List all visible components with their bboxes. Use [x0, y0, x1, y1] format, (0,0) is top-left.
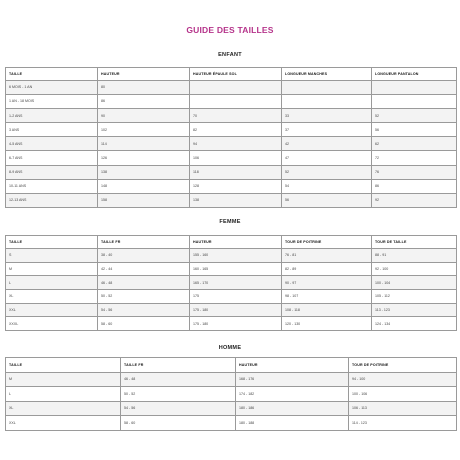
table-cell: 138: [98, 165, 190, 179]
table-cell: 46 - 48: [121, 372, 236, 387]
column-header: TAILLE FR: [121, 358, 236, 373]
table-cell: 82: [190, 123, 282, 137]
table-cell: 128: [190, 179, 282, 193]
table-cell: 108 - 118: [282, 303, 372, 317]
table-cell: 174 - 182: [236, 387, 349, 402]
column-header: HAUTEUR: [236, 358, 349, 373]
table-row: [6, 276, 457, 290]
table-cell: 50 - 52: [98, 289, 190, 303]
table-cell: 114: [98, 137, 190, 151]
table-cell: 76 - 81: [282, 248, 372, 262]
table-cell: 12-13 ANS: [6, 193, 98, 207]
table-row: [6, 303, 457, 317]
table-cell: 33: [282, 108, 372, 122]
column-header: HAUTEUR ÉPAULE SOL: [190, 68, 282, 81]
table-cell: 6-7 ANS: [6, 151, 98, 165]
table-cell: 1 AN - 18 MOIS: [6, 94, 98, 108]
table-cell: 124 - 134: [372, 317, 457, 331]
table-cell: 72: [372, 151, 457, 165]
table-cell: 52: [282, 165, 372, 179]
column-header: TAILLE: [6, 68, 98, 81]
table-row: [6, 193, 457, 207]
table-row: [6, 123, 457, 137]
table-cell: 120 - 130: [282, 317, 372, 331]
table-cell: 148: [98, 179, 190, 193]
table-cell: 6 MOIS - 1 AN: [6, 80, 98, 94]
table-cell: 98 - 107: [282, 289, 372, 303]
table-cell: 86: [98, 94, 190, 108]
table-row: [6, 80, 457, 94]
table-cell: 118: [190, 165, 282, 179]
table-cell: M: [6, 262, 98, 276]
column-header: HAUTEUR: [98, 68, 190, 81]
table-cell: 42: [282, 137, 372, 151]
table-cell: [282, 94, 372, 108]
table-row: [6, 248, 457, 262]
table-cell: 76: [372, 165, 457, 179]
table-cell: 10-11 ANS: [6, 179, 98, 193]
table-cell: 94 - 100: [349, 372, 457, 387]
table-cell: XL: [6, 289, 98, 303]
table-cell: 94: [190, 137, 282, 151]
table-header-row: [6, 236, 457, 249]
size-table-homme: [5, 357, 457, 431]
table-cell: 62: [372, 137, 457, 151]
section-title-femme: FEMME: [219, 219, 241, 225]
table-cell: 1-2 ANS: [6, 108, 98, 122]
section-title-enfant: ENFANT: [218, 52, 242, 58]
table-cell: 126: [98, 151, 190, 165]
column-header: TOUR DE POITRINE: [282, 236, 372, 249]
table-cell: 80: [98, 80, 190, 94]
table-cell: 106: [190, 151, 282, 165]
table-cell: 47: [282, 151, 372, 165]
table-cell: XL: [6, 401, 121, 416]
table-row: [6, 401, 457, 416]
table-cell: [372, 80, 457, 94]
table-cell: 54 - 56: [98, 303, 190, 317]
table-cell: 90 - 97: [282, 276, 372, 290]
table-cell: 175 - 180: [190, 317, 282, 331]
table-row: [6, 94, 457, 108]
table-cell: 114 - 123: [349, 416, 457, 431]
table-cell: 175: [190, 289, 282, 303]
table-cell: [282, 80, 372, 94]
table-cell: S: [6, 248, 98, 262]
table-cell: [372, 94, 457, 108]
column-header: HAUTEUR: [190, 236, 282, 249]
table-cell: XXXL: [6, 317, 98, 331]
table-row: [6, 137, 457, 151]
column-header: TOUR DE POITRINE: [349, 358, 457, 373]
column-header: TAILLE FR: [98, 236, 190, 249]
table-row: [6, 165, 457, 179]
table-cell: 38 - 40: [98, 248, 190, 262]
table-row: [6, 108, 457, 122]
table-cell: 82 - 89: [282, 262, 372, 276]
table-row: [6, 151, 457, 165]
column-header: TAILLE: [6, 236, 98, 249]
table-cell: 88 - 91: [372, 248, 457, 262]
table-row: [6, 416, 457, 431]
table-cell: 52: [372, 108, 457, 122]
table-header-row: [6, 68, 457, 81]
table-cell: 70: [190, 108, 282, 122]
table-cell: 54: [282, 179, 372, 193]
column-header: TOUR DE TAILLE: [372, 236, 457, 249]
section-title-homme: HOMME: [218, 345, 242, 351]
table-cell: XXL: [6, 416, 121, 431]
table-cell: 155 - 160: [190, 248, 282, 262]
table-cell: 3 ANS: [6, 123, 98, 137]
table-header-row: [6, 358, 457, 373]
column-header: LONGUEUR PANTALON: [372, 68, 457, 81]
table-cell: 58 - 60: [98, 317, 190, 331]
column-header: LONGUEUR MANCHES: [282, 68, 372, 81]
table-cell: 56: [282, 193, 372, 207]
table-cell: [190, 94, 282, 108]
table-cell: 100 - 106: [349, 387, 457, 402]
size-table-enfant: [5, 67, 457, 208]
table-cell: 42 - 44: [98, 262, 190, 276]
table-cell: 90: [98, 108, 190, 122]
page-title: GUIDE DES TAILLES: [186, 25, 274, 35]
table-cell: 50 - 52: [121, 387, 236, 402]
table-cell: 160 - 165: [190, 262, 282, 276]
table-cell: 113 - 123: [372, 303, 457, 317]
table-row: [6, 179, 457, 193]
table-cell: 138: [190, 193, 282, 207]
table-cell: 105 - 112: [372, 289, 457, 303]
table-cell: 175 - 180: [190, 303, 282, 317]
table-cell: 58 - 60: [121, 416, 236, 431]
table-cell: 168 - 176: [236, 372, 349, 387]
table-cell: 158: [98, 193, 190, 207]
table-cell: 92 - 100: [372, 262, 457, 276]
table-cell: 56: [372, 123, 457, 137]
table-row: [6, 317, 457, 331]
table-cell: 54 - 56: [121, 401, 236, 416]
table-cell: 4-5 ANS: [6, 137, 98, 151]
table-cell: 180 - 186: [236, 401, 349, 416]
table-cell: 37: [282, 123, 372, 137]
table-cell: L: [6, 276, 98, 290]
column-header: TAILLE: [6, 358, 121, 373]
table-cell: 100 - 104: [372, 276, 457, 290]
size-table-femme: [5, 235, 457, 331]
table-cell: 8-9 ANS: [6, 165, 98, 179]
table-cell: XXL: [6, 303, 98, 317]
table-cell: 106 - 113: [349, 401, 457, 416]
table-cell: 165 - 170: [190, 276, 282, 290]
table-cell: L: [6, 387, 121, 402]
table-row: [6, 372, 457, 387]
table-cell: 180 - 188: [236, 416, 349, 431]
table-row: [6, 262, 457, 276]
table-cell: 92: [372, 193, 457, 207]
table-cell: 46 - 48: [98, 276, 190, 290]
table-row: [6, 289, 457, 303]
table-cell: 102: [98, 123, 190, 137]
table-cell: M: [6, 372, 121, 387]
table-cell: [190, 80, 282, 94]
table-cell: 86: [372, 179, 457, 193]
table-row: [6, 387, 457, 402]
